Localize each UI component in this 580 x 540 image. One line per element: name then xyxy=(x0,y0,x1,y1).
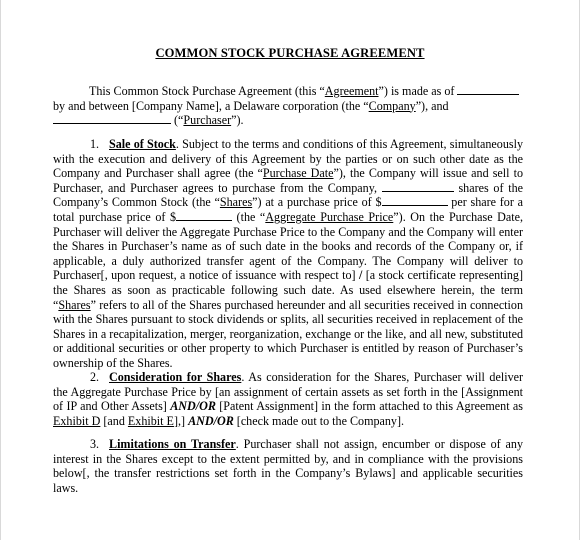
exhibit-e-link: Exhibit E xyxy=(127,413,174,428)
defined-term-purchase-date: Purchase Date xyxy=(262,166,334,181)
defined-term-shares: Shares xyxy=(219,195,253,210)
s2-text-1: . As consideration for the Shares, Purchaser will deliver the Aggregate Purchase Price by [an assignment of certain assets as set forth in the [Assignment of IP and Other Assets] xyxy=(53,370,524,414)
price-per-share-blank xyxy=(382,195,448,206)
date-blank xyxy=(457,84,519,95)
s1-text-4: ”) at a purchase price of $ xyxy=(252,195,382,210)
defined-term-shares-2: Shares xyxy=(58,297,91,312)
intro-text-d: ”), and xyxy=(415,98,449,113)
section-2-number: 2. xyxy=(90,370,100,384)
intro-text-e: (“ xyxy=(171,113,184,128)
title-text: COMMON STOCK PURCHASE AGREEMENT xyxy=(155,46,425,60)
intro-text-a: This Common Stock Purchase Agreement (this “ xyxy=(89,84,325,98)
and-or-1: AND/OR xyxy=(170,399,216,414)
section-3-heading: Limitations on Transfer xyxy=(109,437,236,451)
s1-text-1: . Subject to the terms and conditions of this Agreement, simultaneously with the execution and delivery of this Agreement by the parties or on such other date as the Company and Purchaser shall agree (the “ xyxy=(53,137,524,181)
intro-text-f: ”). xyxy=(231,113,244,128)
document-title xyxy=(1,46,579,61)
exhibit-d-link: Exhibit D xyxy=(53,413,101,428)
section-3-paragraph xyxy=(53,437,523,495)
section-3-number: 3. xyxy=(90,437,100,451)
s3-text-1: . Purchaser shall not assign, encumber or dispose of any interest in the Shares except to the extent permitted by, and in compliance with the provisions below[, the transfer restrictions set forth in the Company’s Bylaws] and applicable securities laws. xyxy=(53,437,523,495)
defined-term-purchaser: Purchaser xyxy=(183,113,232,128)
s1-text-2: ”), the Company will issue and sell to Purchaser, and Purchaser agrees to purchase from the Company, xyxy=(53,166,523,195)
s2-text-4: ],] xyxy=(173,413,189,428)
section-2-paragraph xyxy=(53,370,523,428)
s1-text-7: ”). On the Purchase Date, Purchaser will deliver the Aggregate Purchase Price to the Company and the Company will enter the Shares in Purchaser’s name as of such date in the books and records of the Company or, if applicable, a duly authorized transfer agent of the Company. The Company will deliver to Purchaser[, upon request, a notice of issuance with respect to] xyxy=(53,209,524,283)
s2-text-3: [and xyxy=(100,413,128,428)
intro-paragraph xyxy=(53,84,523,128)
section-1-heading: Sale of Stock xyxy=(109,137,176,151)
section-1-number: 1. xyxy=(90,137,100,151)
intro-text-b: ”) is made as of xyxy=(378,84,458,98)
section-2-heading: Consideration for Shares xyxy=(109,370,242,384)
slash-separator: / xyxy=(358,268,363,283)
s1-text-9: ” refers to all of the Shares purchased hereunder and all securities received in connection with the Shares pursuant to stock dividends or splits, all securities received in replacement of the Shares in a recapitalization, merger, reorganization, exchange or the like, and all new, substituted or additional securities or other property to which Purchaser is entitled by reason of Purchaser’s ownership of the Shares. xyxy=(53,297,523,370)
defined-term-aggregate-purchase-price: Aggregate Purchase Price xyxy=(265,209,394,224)
total-price-blank xyxy=(176,210,232,221)
and-or-2: AND/OR xyxy=(188,413,234,428)
intro-text-c: by and between [Company Name], a Delaware corporation (the “ xyxy=(53,98,369,113)
defined-term-agreement: Agreement xyxy=(324,84,379,98)
s1-text-6: (the “ xyxy=(232,209,266,224)
share-count-blank xyxy=(382,181,454,192)
s2-text-2: [Patent Assignment] in the form attached to this Agreement as xyxy=(215,399,523,414)
defined-term-company: Company xyxy=(368,98,416,113)
s1-text-5: per share for a total purchase price of $ xyxy=(53,195,524,224)
s1-text-3: shares of the Company’s Common Stock (the “ xyxy=(53,180,523,210)
section-1-paragraph xyxy=(53,137,523,371)
purchaser-name-blank xyxy=(53,113,171,124)
s2-text-5: [check made out to the Company]. xyxy=(233,413,405,428)
s1-text-8: [a stock certificate representing] the Shares as soon as practicable following such date. As used elsewhere herein, the term “ xyxy=(53,268,524,312)
